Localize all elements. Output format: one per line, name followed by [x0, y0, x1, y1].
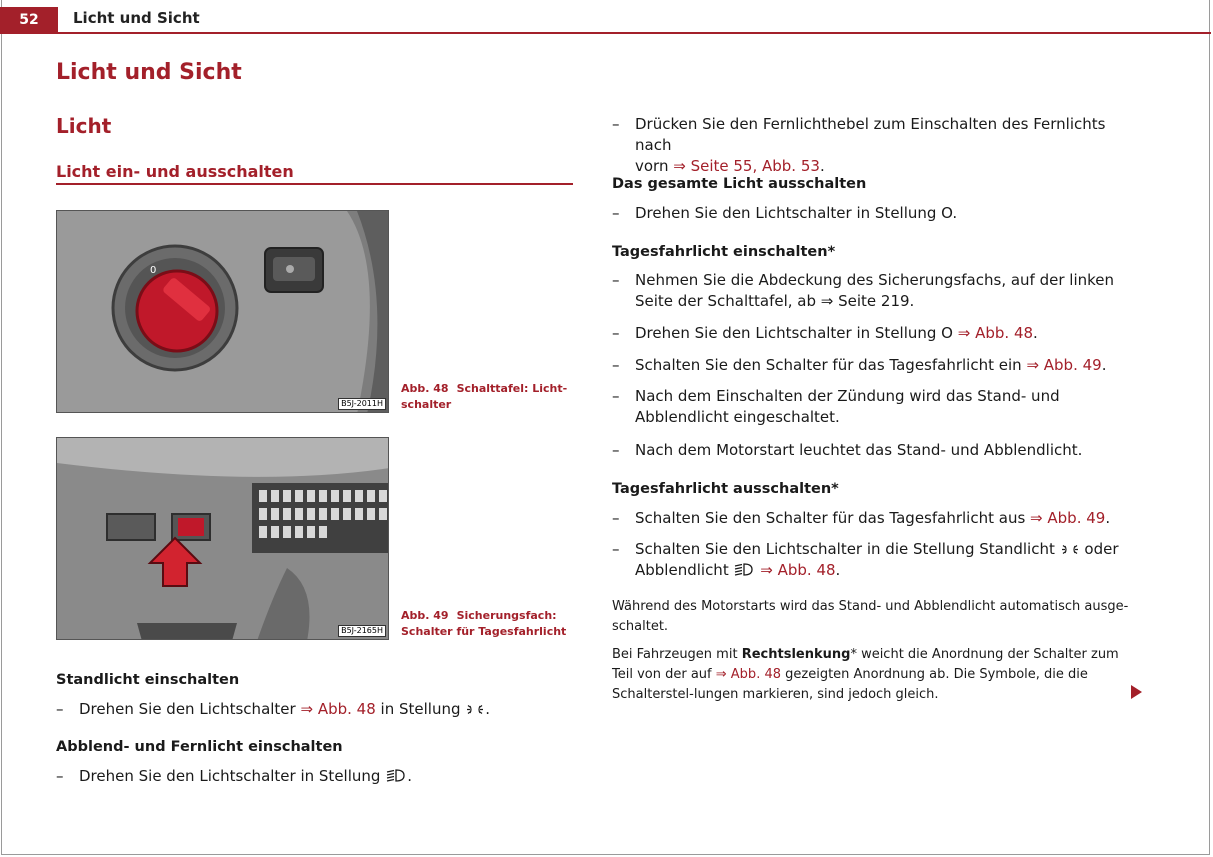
item-text: Schalten Sie den Schalter für das Tagesfahrlicht ein [635, 356, 1022, 374]
figure-label: Abb. 48 [401, 382, 449, 395]
figure-code: B5J-2165H [338, 625, 386, 637]
dial-mark-zero: 0 [150, 265, 157, 276]
item-text: Schalten Sie den Lichtschalter in die Stellung Standlicht [635, 540, 1055, 558]
low-beam-icon [733, 562, 755, 577]
cross-reference-link[interactable]: ⇒ Abb. 48 [957, 324, 1034, 342]
list-item: – Drehen Sie den Lichtschalter ⇒ Abb. 48 in Stellung . [56, 700, 491, 718]
item-text: Abblendlicht [635, 561, 729, 579]
figure-code: B5J-2011H [338, 398, 386, 410]
tag-aus-heading: Tagesfahrlicht ausschalten* [612, 481, 839, 497]
list-item: – Nehmen Sie die Abdeckung des Sicherungsfachs, auf der linken Seite der Schalttafel, ab ⇒ Seite 219. [612, 270, 1142, 312]
cross-reference-link[interactable]: ⇒ Seite 55, Abb. 53 [673, 157, 820, 175]
item-text: Nach dem Motorstart leuchtet das Stand- und Abblendlicht. [635, 441, 1083, 459]
chapter-title: Licht und Sicht [56, 60, 242, 85]
figure-fuse-box [56, 437, 389, 640]
light-switch-illustration [57, 211, 389, 413]
item-text: Nach dem Einschalten der Zündung wird das Stand- und Abblendlicht eingeschaltet. [635, 387, 1060, 426]
figure-caption-text: Sicherungsfach: Schalter für Tagesfahrlicht [401, 609, 567, 638]
figure-label: Abb. 49 [401, 609, 449, 622]
item-text: Nehmen Sie die Abdeckung des Sicherungsfachs, auf der linken Seite der Schalttafel, ab ⇒ Seite 219. [635, 271, 1115, 310]
item-text: oder [1084, 540, 1119, 558]
abblend-heading: Abblend- und Fernlicht einschalten [56, 739, 343, 755]
list-item: – Schalten Sie den Lichtschalter in die Stellung Standlicht oder Abblendlicht ⇒ Abb. 48. [612, 540, 1119, 579]
parking-light-icon [465, 703, 485, 716]
running-header-title: Licht und Sicht [73, 9, 200, 27]
list-item: – Drehen Sie den Lichtschalter in Stellung O. [612, 203, 1142, 224]
running-header [0, 0, 1213, 34]
item-text: Schalten Sie den Schalter für das Tagesfahrlicht aus [635, 509, 1026, 527]
cross-reference-link[interactable]: ⇒ Abb. 49 [1026, 356, 1102, 374]
cross-reference-link[interactable]: ⇒ Abb. 49 [1030, 509, 1106, 527]
header-rule [0, 32, 1211, 34]
note-text: gezeigten Anordnung ab. Die Symbole, die die Schalterstel-lungen markieren, sind jedoch gleich. [612, 667, 1088, 702]
fuse-box-illustration [57, 438, 389, 640]
note-paragraph: Während des Motorstarts wird das Stand- und Abblendlicht automatisch ausge-schaltet. [612, 599, 1129, 634]
figure-caption [401, 608, 571, 640]
cross-reference-link[interactable]: ⇒ Abb. 48 [715, 667, 781, 682]
page-number: 52 [0, 7, 58, 33]
list-item: – Schalten Sie den Schalter für das Tagesfahrlicht ein ⇒ Abb. 49. [612, 356, 1107, 374]
next-page-arrow-icon[interactable] [1131, 685, 1142, 699]
figure-light-switch [56, 210, 389, 413]
note-emphasis: Rechtslenkung [741, 647, 851, 662]
item-text: Drehen Sie den Lichtschalter in Stellung O [635, 324, 953, 342]
cross-reference-link[interactable]: ⇒ Abb. 48 [300, 700, 376, 718]
section-title: Licht [56, 114, 112, 138]
note-paragraph [612, 645, 1132, 705]
figure-caption-text: Schalttafel: Licht-schalter [401, 382, 568, 411]
low-beam-icon [385, 768, 407, 783]
tag-ein-heading: Tagesfahrlicht einschalten* [612, 244, 836, 260]
parking-light-icon [1060, 543, 1080, 556]
list-item: – Nach dem Einschalten der Zündung wird das Stand- und Abblendlicht eingeschaltet. [612, 386, 1142, 428]
subsection-rule [56, 183, 573, 185]
gesamt-heading: Das gesamte Licht ausschalten [612, 176, 867, 192]
item-text: vorn [635, 157, 669, 175]
subsection-title: Licht ein- und ausschalten [56, 162, 294, 181]
item-text: Drehen Sie den Lichtschalter [79, 700, 296, 718]
standlicht-heading: Standlicht einschalten [56, 672, 240, 688]
figure-caption [401, 381, 571, 413]
item-text: Drehen Sie den Lichtschalter in Stellung O. [635, 204, 958, 222]
list-item: – Nach dem Motorstart leuchtet das Stand- und Abblendlicht. [612, 440, 1142, 461]
item-text: Drehen Sie den Lichtschalter in Stellung [79, 767, 381, 785]
cross-reference-link[interactable]: ⇒ Abb. 48 [760, 561, 836, 579]
list-item: – Schalten Sie den Schalter für das Tagesfahrlicht aus ⇒ Abb. 49. [612, 509, 1111, 527]
list-item: – Drücken Sie den Fernlichthebel zum Einschalten des Fernlichts nach vorn ⇒ Seite 55, Abb. 53. [612, 115, 1106, 175]
list-item: – Drehen Sie den Lichtschalter in Stellung . [56, 767, 412, 785]
note-text: Bei Fahrzeugen mit [612, 647, 738, 662]
list-item: – Drehen Sie den Lichtschalter in Stellung O ⇒ Abb. 48. [612, 324, 1038, 342]
note-text: * weicht die Anordnung der Schalter zum Teil von der auf [612, 647, 1119, 682]
item-text: Drücken Sie den Fernlichthebel zum Einschalten des Fernlichts nach [635, 115, 1106, 154]
item-text: in Stellung [380, 700, 461, 718]
